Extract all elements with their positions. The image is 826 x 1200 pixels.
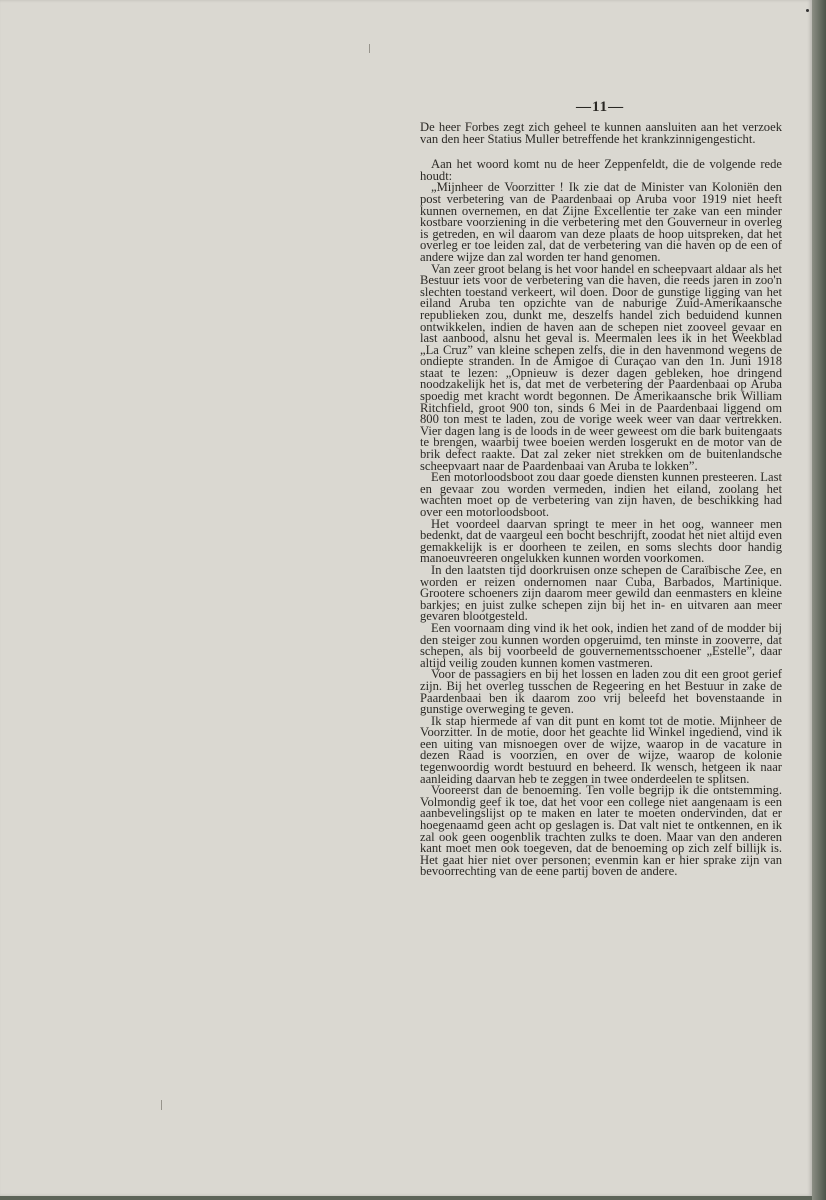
scan-speck bbox=[369, 44, 370, 53]
paragraph: Het voordeel daarvan springt te meer in het oog, wanneer men bedenkt, dat de vaargeul een bocht beschrijft, zoodat het niet altijd even gemakkelijk is er doorheen te zeilen, en soms slechts door handig manoeuvreeren ongelukken kunnen worden voorkomen. bbox=[420, 516, 782, 566]
paragraph: Een motorloodsboot zou daar goede diensten kunnen presteeren. Last en gevaar zou worden vermeden, indien het eiland, zoolang het wachten moet op de verbetering van zijn haven, de beschikking had over een motorloodsboot. bbox=[420, 470, 782, 519]
paragraph: In den laatsten tijd doorkruisen onze schepen de Caraïbische Zee, en worden er reizen ondernomen naar Cuba, Barbados, Martinique. Grootere schoeners zijn daarom meer gewild dan eenmasters en kleine barkjes; en juist zulke schepen zijn bij het in- en uitvaren aan meer gevaren blootgesteld. bbox=[420, 562, 782, 624]
paragraph: Ik stap hiermede af van dit punt en komt tot de motie. Mijnheer de Voorzitter. In de motie, door het geachte lid Winkel ingediend, vind ik een uiting van misnoegen over de wijze, waarop in de vacature in dezen Raad is voorzien, en over de wijze, waarop de kolonie tegenwoordig wordt bestuurd en beheerd. Ik wensch, hetgeen ik naar aanleiding daarvan heb te zeggen in twee onderdeelen te splitsen. bbox=[420, 713, 782, 786]
paragraph: „Mijnheer de Voorzitter ! Ik zie dat de Minister van Koloniën den post verbetering van de Paardenbaai op Aruba voor 1919 niet heeft kunnen overnemen, en dat Zijne Excellentie ter zake van een minder kostbare voorziening in die verbetering met den Gouverneur in overleg is getreden, en wil daarom van deze plaats de hoop uitspreken, dat het overleg er toe leiden zal, dat de verbetering van die haven op de een of andere wijze dan zal worden ter hand genomen. bbox=[420, 180, 782, 264]
page-edge-shadow bbox=[812, 0, 826, 1200]
page-number: —11— bbox=[576, 99, 625, 115]
paragraph: De heer Forbes zegt zich geheel te kunnen aansluiten aan het verzoek van den heer Statius Muller betreffende het krankzinnigengesticht. bbox=[420, 120, 782, 146]
paragraph: Een voornaam ding vind ik het ook, indien het zand of de modder bij den steiger zou kunnen worden opgeruimd, ten minste in zooverre, dat schepen, als bij voorbeeld de gouvernementsschoener „Estelle”, daar altijd veilig zouden kunnen komen vastmeren. bbox=[420, 620, 782, 670]
paragraph: Aan het woord komt nu de heer Zeppenfeldt, die de volgende rede houdt: bbox=[420, 157, 782, 183]
scan-speck bbox=[806, 9, 809, 12]
body-text bbox=[420, 122, 782, 878]
scan-speck bbox=[161, 1100, 162, 1110]
paragraph: Vooreerst dan de benoeming. Ten volle begrijp ik die ontstemming. Volmondig geef ik toe, dat het voor een college niet aangenaam is een aanbevelingslijst op te maken en later te moeten ondervinden, dat er hoegenaamd geen acht op geslagen is. Dat valt niet te ontkennen, en ik zal ook geen oogenblik trachten zulks te doen. Maar van den anderen kant moet men ook toegeven, dat de benoeming op zich zelf billijk is. Het gaat hier niet over personen; evenmin kan er hier sprake zijn van bevoorrechting van de eene partij boven de andere. bbox=[420, 783, 782, 879]
paragraph: Voor de passagiers en bij het lossen en laden zou dit een groot gerief zijn. Bij het overleg tusschen de Regeering en het Bestuur in zake de Paardenbaai ben ik daarom zoo vrij beleefd het bovenstaande in gunstige overweging te geven. bbox=[420, 667, 782, 717]
paragraph: Van zeer groot belang is het voor handel en scheepvaart aldaar als het Bestuur iets voor de verbetering van die haven, die reeds jaren in zoo'n slechten toestand verkeert, wil doen. Door de gunstige ligging van het eiland Aruba ten opzichte van de naburige Zuid-Amerikaansche republieken zou, dunkt me, deszelfs handel zich beduidend kunnen ontwikkelen, indien de haven aan de schepen niet zooveel gevaar en last aanbood, alsnu het geval is. Meermalen lees ik in het Weekblad „La Cruz” van kleine schepen zelfs, die in den havenmond wegens de ondiepte stranden. In de Amigoe di Curaçao van den 1n. Juni 1918 staat te lezen: „Opnieuw is dezer dagen gebleken, hoe dringend noodzakelijk het is, dat met de verbetering der Paardenbaai op Aruba spoedig met kracht wordt begonnen. De Amerikaansche brik William Ritchfield, groot 900 ton, sinds 6 Mei in de Paardenbaai liggend om 800 ton mest te laden, zou de vorige week weer van daar vertrekken. Vier dagen lang is de loods in de weer geweest om die bark buitengaats te brengen, waarbij twee boeien werden losgerukt en de motor van de brik defect raakte. Dat zal zeker niet strekken om de buitenlandsche scheepvaart naar de Paardenbaai van Aruba te lokken”. bbox=[420, 261, 782, 473]
